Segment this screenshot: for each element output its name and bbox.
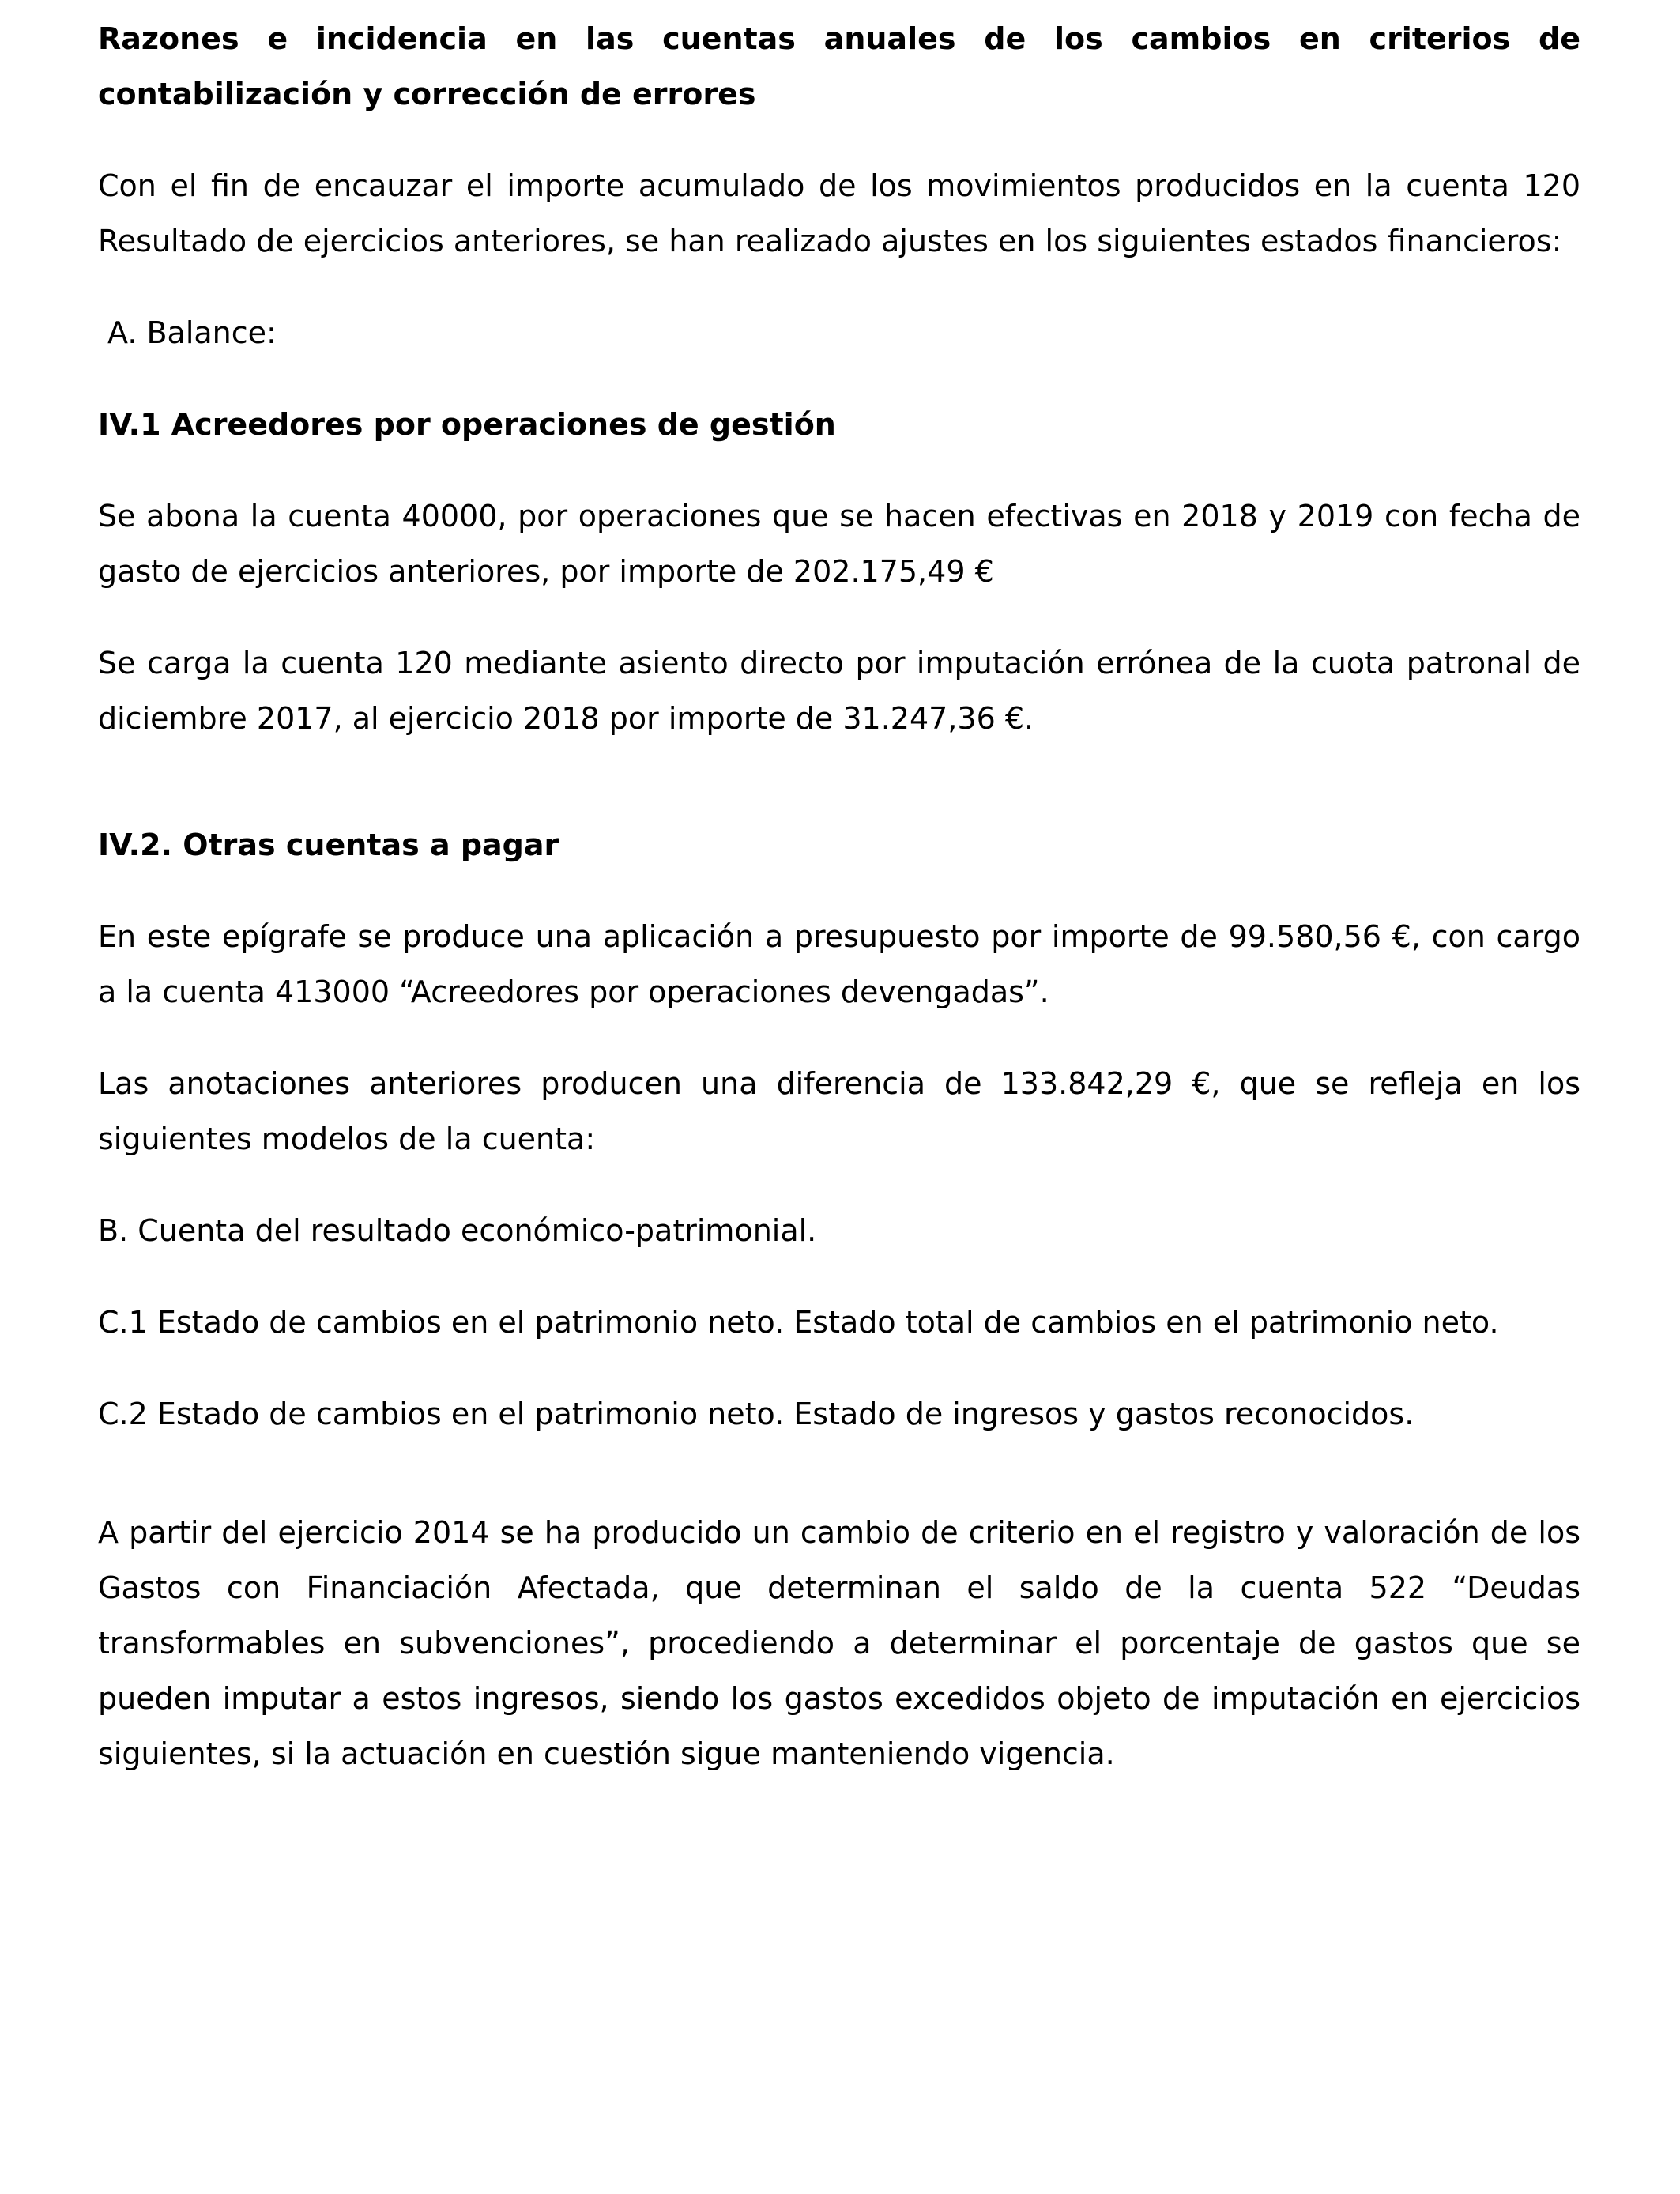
section-iv2-heading: IV.2. Otras cuentas a pagar [98, 827, 559, 862]
section-iv2-paragraph-2: Las anotaciones anteriores producen una diferencia de 133.842,29 €, que se refleja en los siguientes modelos de la cuenta: [98, 1066, 1580, 1156]
intro-paragraph: Con el fin de encauzar el importe acumulado de los movimientos producidos en la cuenta 120 Resultado de ejercicios anteriores, se han realizado ajustes en los siguientes estados financieros: [98, 168, 1580, 258]
model-item-b: B. Cuenta del resultado económico-patrimonial. [98, 1213, 817, 1248]
balance-label: A. Balance: [107, 315, 277, 350]
model-item-c1: C.1 Estado de cambios en el patrimonio neto. Estado total de cambios en el patrimonio neto. [98, 1305, 1499, 1340]
section-iv1-paragraph-2: Se carga la cuenta 120 mediante asiento directo por imputación errónea de la cuota patronal de diciembre 2017, al ejercicio 2018 por importe de 31.247,36 €. [98, 646, 1580, 736]
document-page [98, 11, 1580, 1818]
section-iv1-paragraph-1: Se abona la cuenta 40000, por operaciones que se hacen efectivas en 2018 y 2019 con fecha de gasto de ejercicios anteriores, por importe de 202.175,49 € [98, 499, 1580, 589]
document-title: Razones e incidencia en las cuentas anuales de los cambios en criterios de contabilización y corrección de errores [98, 21, 1580, 111]
section-iv1-heading: IV.1 Acreedores por operaciones de gestión [98, 407, 836, 442]
closing-paragraph: A partir del ejercicio 2014 se ha producido un cambio de criterio en el registro y valoración de los Gastos con Financiación Afectada, que determinan el saldo de la cuenta 522 “Deudas transformables en subvenciones”, procediendo a determinar el porcentaje de gastos que se pueden imputar a estos ingresos, siendo los gastos excedidos objeto de imputación en ejercicios siguientes, si la actuación en cuestión sigue manteniendo vigencia. [98, 1515, 1580, 1771]
model-item-c2: C.2 Estado de cambios en el patrimonio neto. Estado de ingresos y gastos reconocidos. [98, 1397, 1414, 1431]
section-iv2-paragraph-1: En este epígrafe se produce una aplicación a presupuesto por importe de 99.580,56 €, con cargo a la cuenta 413000 “Acreedores por operaciones devengadas”. [98, 919, 1580, 1009]
